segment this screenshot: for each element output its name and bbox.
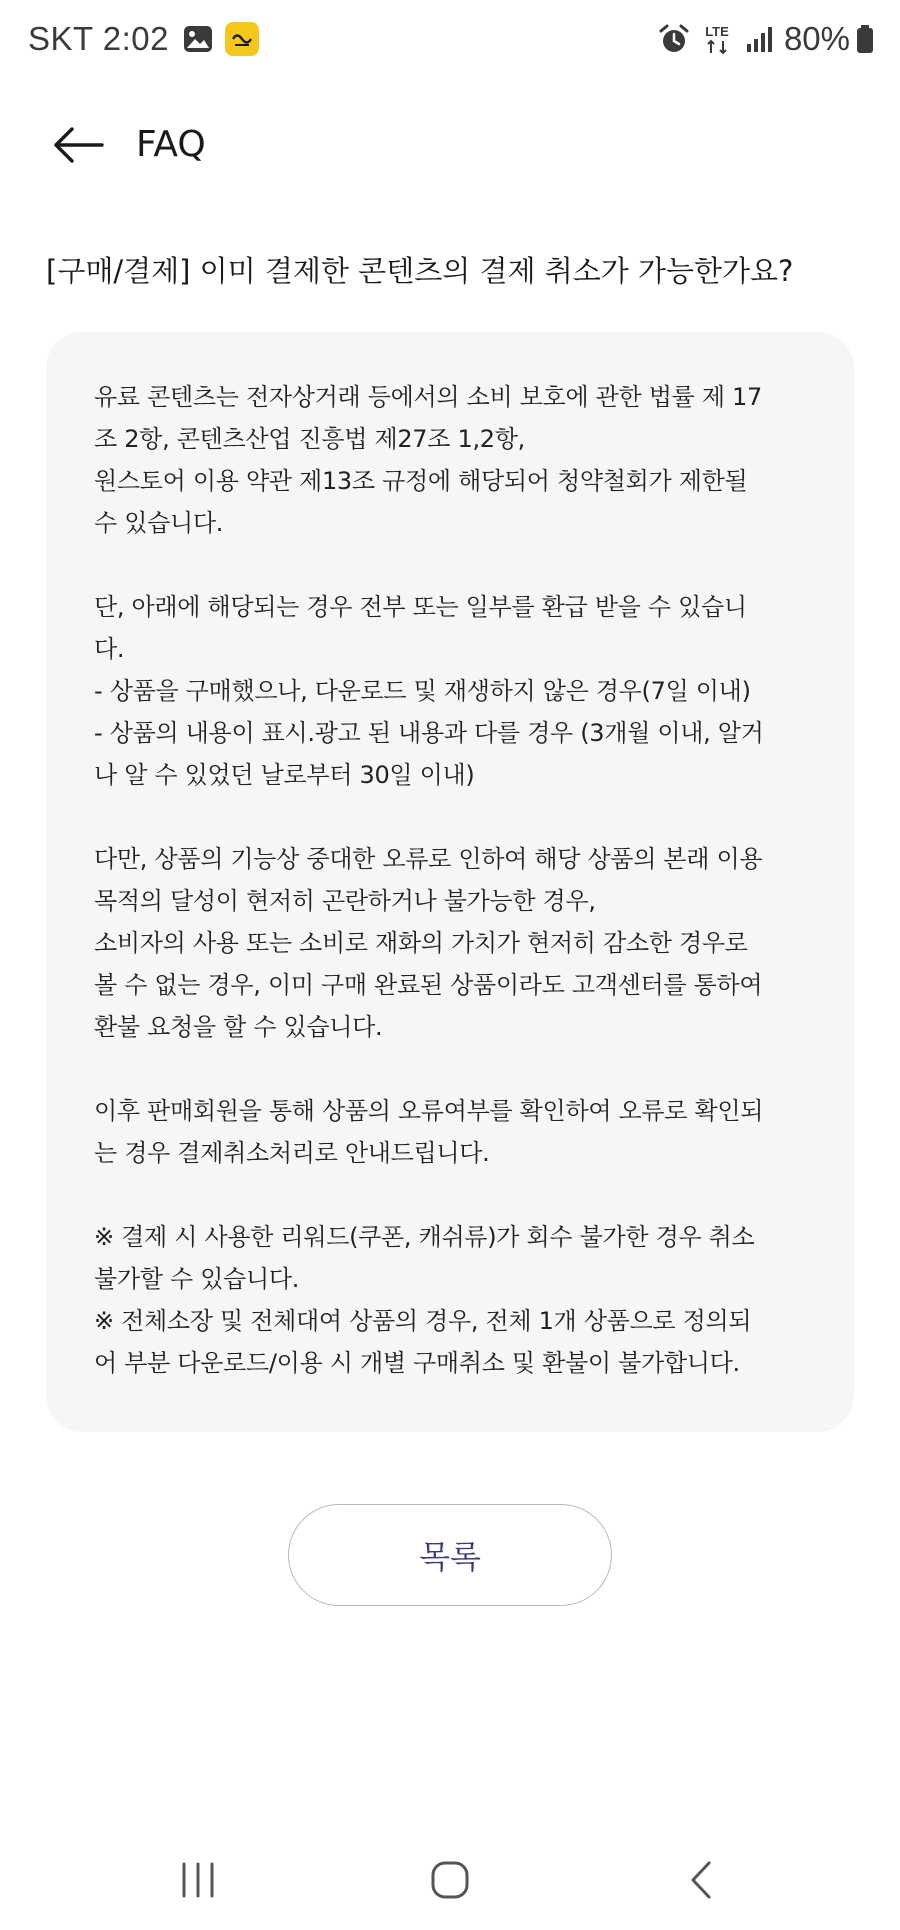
answer-line: 나 알 수 있었던 날로부터 30일 이내) xyxy=(94,761,475,789)
recents-button[interactable] xyxy=(168,1852,228,1908)
battery-icon xyxy=(856,24,874,54)
answer-paragraph-1 xyxy=(94,376,824,544)
back-button[interactable] xyxy=(48,120,108,170)
answer-paragraph-2 xyxy=(94,586,824,796)
carrier-time: SKT 2:02 xyxy=(28,20,169,57)
home-icon xyxy=(429,1859,471,1901)
home-button[interactable] xyxy=(420,1852,480,1908)
status-left xyxy=(28,18,259,60)
answer-line: 다. xyxy=(94,635,125,663)
nav-back-button[interactable] xyxy=(672,1852,732,1908)
app-logo-icon xyxy=(230,29,254,49)
status-bar xyxy=(0,0,900,80)
answer-line: - 상품을 구매했으나, 다운로드 및 재생하지 않은 경우(7일 이내) xyxy=(94,677,751,705)
answer-line: 소비자의 사용 또는 소비로 재화의 가치가 현저히 감소한 경우로 xyxy=(94,929,748,957)
question-title: [구매/결제] 이미 결제한 콘텐츠의 결제 취소가 가능한가요? xyxy=(46,254,794,288)
status-right xyxy=(648,18,874,60)
list-button[interactable]: 목록 xyxy=(288,1504,612,1606)
answer-line: 수 있습니다. xyxy=(94,509,224,537)
recents-icon xyxy=(178,1860,218,1900)
answer-paragraph-3 xyxy=(94,838,824,1048)
network-icon xyxy=(700,22,734,56)
signal-icon xyxy=(744,24,774,54)
answer-line: 불가할 수 있습니다. xyxy=(94,1265,300,1293)
gallery-icon xyxy=(183,25,213,53)
answer-line: 목적의 달성이 현저히 곤란하거나 불가능한 경우, xyxy=(94,887,596,915)
battery-percent: 80% xyxy=(783,20,850,57)
answer-line: 다만, 상품의 기능상 중대한 오류로 인하여 해당 상품의 본래 이용 xyxy=(94,845,763,873)
answer-line: 는 경우 결제취소처리로 안내드립니다. xyxy=(94,1139,490,1167)
app-notification-icon xyxy=(225,22,259,56)
answer-line: 볼 수 없는 경우, 이미 구매 완료된 상품이라도 고객센터를 통하여 xyxy=(94,971,763,999)
answer-body xyxy=(94,376,824,1384)
network-label: LTE xyxy=(705,24,729,39)
header xyxy=(0,100,900,190)
answer-line: 원스토어 이용 약관 제13조 규정에 해당되어 청약철회가 제한될 xyxy=(94,467,748,495)
answer-card xyxy=(46,332,854,1432)
arrow-left-icon xyxy=(52,125,104,165)
answer-line: 단, 아래에 해당되는 경우 전부 또는 일부를 환급 받을 수 있습니 xyxy=(94,593,747,621)
navigation-bar xyxy=(0,1830,900,1930)
answer-paragraph-4 xyxy=(94,1090,824,1174)
answer-line: ※ 결제 시 사용한 리워드(쿠폰, 캐쉬류)가 회수 불가한 경우 취소 xyxy=(94,1223,755,1251)
answer-line: 어 부분 다운로드/이용 시 개별 구매취소 및 환불이 불가합니다. xyxy=(94,1349,740,1377)
chevron-left-icon xyxy=(687,1859,717,1901)
answer-line: - 상품의 내용이 표시.광고 된 내용과 다를 경우 (3개월 이내, 알거 xyxy=(94,719,764,747)
alarm-icon xyxy=(658,23,690,55)
answer-line: 이후 판매회원을 통해 상품의 오류여부를 확인하여 오류로 확인되 xyxy=(94,1097,764,1125)
answer-line: 환불 요청을 할 수 있습니다. xyxy=(94,1013,383,1041)
answer-line: ※ 전체소장 및 전체대여 상품의 경우, 전체 1개 상품으로 정의되 xyxy=(94,1307,752,1335)
answer-line: 조 2항, 콘텐츠산업 진흥법 제27조 1,2항, xyxy=(94,425,525,453)
page-title: FAQ xyxy=(136,124,206,165)
answer-paragraph-5 xyxy=(94,1216,824,1384)
answer-line: 유료 콘텐츠는 전자상거래 등에서의 소비 보호에 관한 법률 제 17 xyxy=(94,383,762,411)
